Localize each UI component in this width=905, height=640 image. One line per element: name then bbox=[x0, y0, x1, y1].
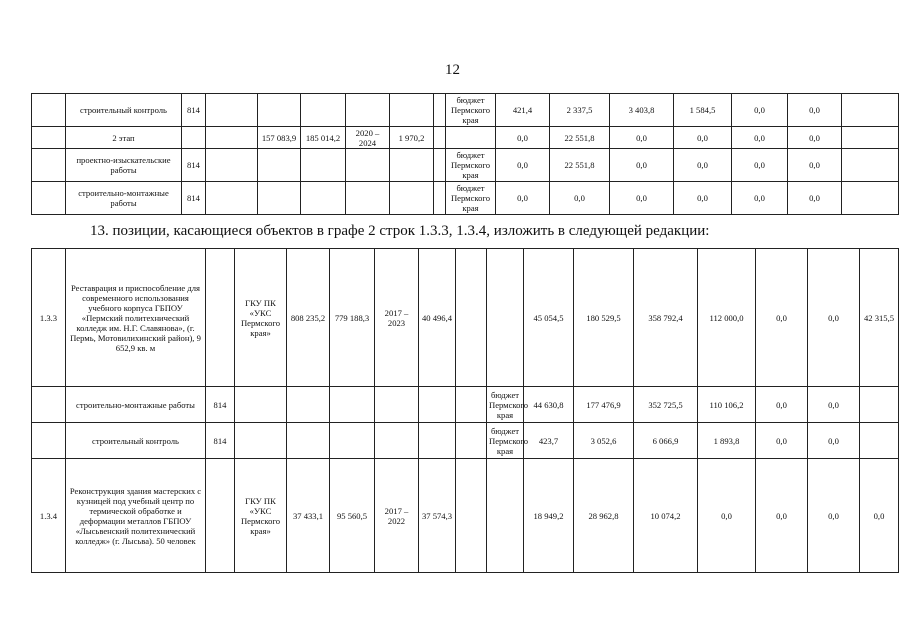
table-cell: 2 этап bbox=[66, 127, 182, 149]
table-cell: 814 bbox=[182, 94, 206, 127]
table-cell: 1.3.4 bbox=[32, 459, 66, 573]
table-cell bbox=[842, 149, 899, 182]
table-cell: бюджет Пермского края bbox=[446, 149, 496, 182]
table-cell: 0,0 bbox=[756, 387, 808, 423]
table-cell: строительно-монтажные работы bbox=[66, 182, 182, 215]
table-cell: 45 054,5 bbox=[524, 249, 574, 387]
table-row bbox=[32, 249, 899, 387]
table-cell: 18 949,2 bbox=[524, 459, 574, 573]
table-cell: 110 106,2 bbox=[698, 387, 756, 423]
table-cell: ГКУ ПК «УКС Пермского края» bbox=[235, 459, 287, 573]
table-cell: 352 725,5 bbox=[634, 387, 698, 423]
table-cell: 1 970,2 bbox=[390, 127, 434, 149]
table-row bbox=[32, 423, 899, 459]
table-cell: 2 337,5 bbox=[550, 94, 610, 127]
table-cell: проектно-изыскательские работы bbox=[66, 149, 182, 182]
table-cell: 2017 – 2023 bbox=[375, 249, 419, 387]
table-cell bbox=[346, 94, 390, 127]
table-cell bbox=[206, 127, 258, 149]
table-cell: 0,0 bbox=[496, 127, 550, 149]
table-cell bbox=[346, 182, 390, 215]
table-cell: 0,0 bbox=[788, 94, 842, 127]
table-cell: строительно-монтажные работы bbox=[66, 387, 206, 423]
table-cell: 0,0 bbox=[756, 459, 808, 573]
table-row bbox=[32, 94, 899, 127]
table-cell bbox=[456, 387, 487, 423]
table-cell: строительный контроль bbox=[66, 423, 206, 459]
table-cell: 112 000,0 bbox=[698, 249, 756, 387]
table-cell: 0,0 bbox=[674, 127, 732, 149]
table-cell bbox=[206, 459, 235, 573]
table-cell bbox=[390, 94, 434, 127]
table-cell: 0,0 bbox=[732, 94, 788, 127]
table-cell: 0,0 bbox=[496, 149, 550, 182]
table-cell bbox=[456, 249, 487, 387]
table-row bbox=[32, 149, 899, 182]
table-cell: 0,0 bbox=[808, 423, 860, 459]
table-cell bbox=[419, 387, 456, 423]
revised-objects-table bbox=[31, 248, 899, 573]
table-cell: строительный контроль bbox=[66, 94, 182, 127]
table-cell: 2020 – 2024 bbox=[346, 127, 390, 149]
table-cell bbox=[32, 387, 66, 423]
table-cell: 177 476,9 bbox=[574, 387, 634, 423]
table-cell: 2017 – 2022 bbox=[375, 459, 419, 573]
table-cell bbox=[235, 423, 287, 459]
table-cell: 0,0 bbox=[808, 387, 860, 423]
table-cell: 814 bbox=[206, 387, 235, 423]
table-cell: 358 792,4 bbox=[634, 249, 698, 387]
table-cell: 0,0 bbox=[496, 182, 550, 215]
table-cell: 0,0 bbox=[808, 459, 860, 573]
table-cell: 0,0 bbox=[674, 149, 732, 182]
table-cell: 0,0 bbox=[788, 149, 842, 182]
table-cell bbox=[258, 182, 301, 215]
table-cell: бюджет Пермского края bbox=[446, 182, 496, 215]
table-cell: 40 496,4 bbox=[419, 249, 456, 387]
table-cell: 814 bbox=[182, 149, 206, 182]
table-cell: бюджет Пермского края bbox=[446, 94, 496, 127]
table-cell: 10 074,2 bbox=[634, 459, 698, 573]
page-number: 12 bbox=[445, 62, 460, 78]
table-cell: 808 235,2 bbox=[287, 249, 330, 387]
table-cell: 3 403,8 bbox=[610, 94, 674, 127]
table-cell bbox=[287, 387, 330, 423]
table-cell bbox=[860, 423, 899, 459]
table-cell: ГКУ ПК «УКС Пермского края» bbox=[235, 249, 287, 387]
table-cell bbox=[287, 423, 330, 459]
table-cell: 0,0 bbox=[732, 127, 788, 149]
table-cell: 0,0 bbox=[610, 182, 674, 215]
table-cell: 0,0 bbox=[610, 127, 674, 149]
table-cell: 157 083,9 bbox=[258, 127, 301, 149]
table-cell: 22 551,8 bbox=[550, 149, 610, 182]
table-cell: 0,0 bbox=[674, 182, 732, 215]
table-cell bbox=[301, 149, 346, 182]
table-cell: 423,7 bbox=[524, 423, 574, 459]
table-cell: 37 574,3 bbox=[419, 459, 456, 573]
table-cell bbox=[375, 423, 419, 459]
table-row bbox=[32, 387, 899, 423]
table-row bbox=[32, 127, 899, 149]
table-cell: 1 584,5 bbox=[674, 94, 732, 127]
table-cell: 0,0 bbox=[788, 182, 842, 215]
table-cell bbox=[32, 182, 66, 215]
table-cell: бюджет Пермского края bbox=[487, 387, 524, 423]
table-cell: 814 bbox=[206, 423, 235, 459]
table-cell: 0,0 bbox=[732, 182, 788, 215]
table-cell bbox=[206, 182, 258, 215]
table-cell bbox=[258, 94, 301, 127]
table-cell: 0,0 bbox=[788, 127, 842, 149]
table-cell bbox=[32, 423, 66, 459]
table-cell bbox=[434, 127, 446, 149]
table-cell bbox=[32, 149, 66, 182]
table-cell bbox=[346, 149, 390, 182]
table-row bbox=[32, 182, 899, 215]
table-cell: 0,0 bbox=[860, 459, 899, 573]
table-cell: 95 560,5 bbox=[330, 459, 375, 573]
table-cell: 6 066,9 bbox=[634, 423, 698, 459]
table-cell: 779 188,3 bbox=[330, 249, 375, 387]
table-cell bbox=[375, 387, 419, 423]
table-cell: 1.3.3 bbox=[32, 249, 66, 387]
table-cell bbox=[434, 94, 446, 127]
table-cell: 0,0 bbox=[610, 149, 674, 182]
table-cell bbox=[258, 149, 301, 182]
table-row bbox=[32, 459, 899, 573]
table-cell bbox=[330, 423, 375, 459]
table-cell bbox=[842, 182, 899, 215]
table-cell bbox=[32, 94, 66, 127]
table-cell bbox=[182, 127, 206, 149]
table-cell bbox=[206, 149, 258, 182]
table-cell: 42 315,5 bbox=[860, 249, 899, 387]
table-cell: Реконструкция здания мастерских с кузницей под учебный центр по термической обработке и деформации металлов ГБПОУ «Лысьвенский политехнический колледж» (г. Лысьва). 50 человек bbox=[66, 459, 206, 573]
table-cell: 22 551,8 bbox=[550, 127, 610, 149]
table-cell: 0,0 bbox=[732, 149, 788, 182]
table-cell bbox=[32, 127, 66, 149]
table-cell: 0,0 bbox=[698, 459, 756, 573]
table-cell: 180 529,5 bbox=[574, 249, 634, 387]
table-cell: 28 962,8 bbox=[574, 459, 634, 573]
table-cell bbox=[446, 127, 496, 149]
table-cell: 0,0 bbox=[756, 249, 808, 387]
table-cell: 0,0 bbox=[550, 182, 610, 215]
table-cell: 185 014,2 bbox=[301, 127, 346, 149]
table-cell bbox=[330, 387, 375, 423]
table-cell bbox=[842, 127, 899, 149]
table-cell: 1 893,8 bbox=[698, 423, 756, 459]
continuation-table bbox=[31, 93, 899, 215]
table-cell: 814 bbox=[182, 182, 206, 215]
table-cell bbox=[860, 387, 899, 423]
table-cell bbox=[206, 249, 235, 387]
table-cell bbox=[301, 94, 346, 127]
table-cell: бюджет Пермского края bbox=[487, 423, 524, 459]
table-cell: 3 052,6 bbox=[574, 423, 634, 459]
table-cell bbox=[456, 459, 487, 573]
table-cell bbox=[487, 249, 524, 387]
table-cell bbox=[206, 94, 258, 127]
table-cell bbox=[487, 459, 524, 573]
table-cell: 0,0 bbox=[756, 423, 808, 459]
table-cell bbox=[419, 423, 456, 459]
table-cell bbox=[390, 149, 434, 182]
table-cell bbox=[235, 387, 287, 423]
table-cell: Реставрация и приспособление для современного использования учебного корпуса ГБПОУ «Пермский политехнический колледж им. Н.Г. Славянова», (г. Пермь, Мотовилихинский район), 9 652,9 кв. м bbox=[66, 249, 206, 387]
table-cell: 0,0 bbox=[808, 249, 860, 387]
table-cell bbox=[301, 182, 346, 215]
table-cell: 37 433,1 bbox=[287, 459, 330, 573]
table-cell bbox=[390, 182, 434, 215]
section-heading: 13. позиции, касающиеся объектов в графе 2 строк 1.3.3, 1.3.4, изложить в следующей редакции: bbox=[90, 223, 710, 239]
table-cell: 44 630,8 bbox=[524, 387, 574, 423]
table-cell bbox=[842, 94, 899, 127]
table-cell bbox=[434, 182, 446, 215]
table-cell: 421,4 bbox=[496, 94, 550, 127]
table-cell bbox=[456, 423, 487, 459]
table-cell bbox=[434, 149, 446, 182]
